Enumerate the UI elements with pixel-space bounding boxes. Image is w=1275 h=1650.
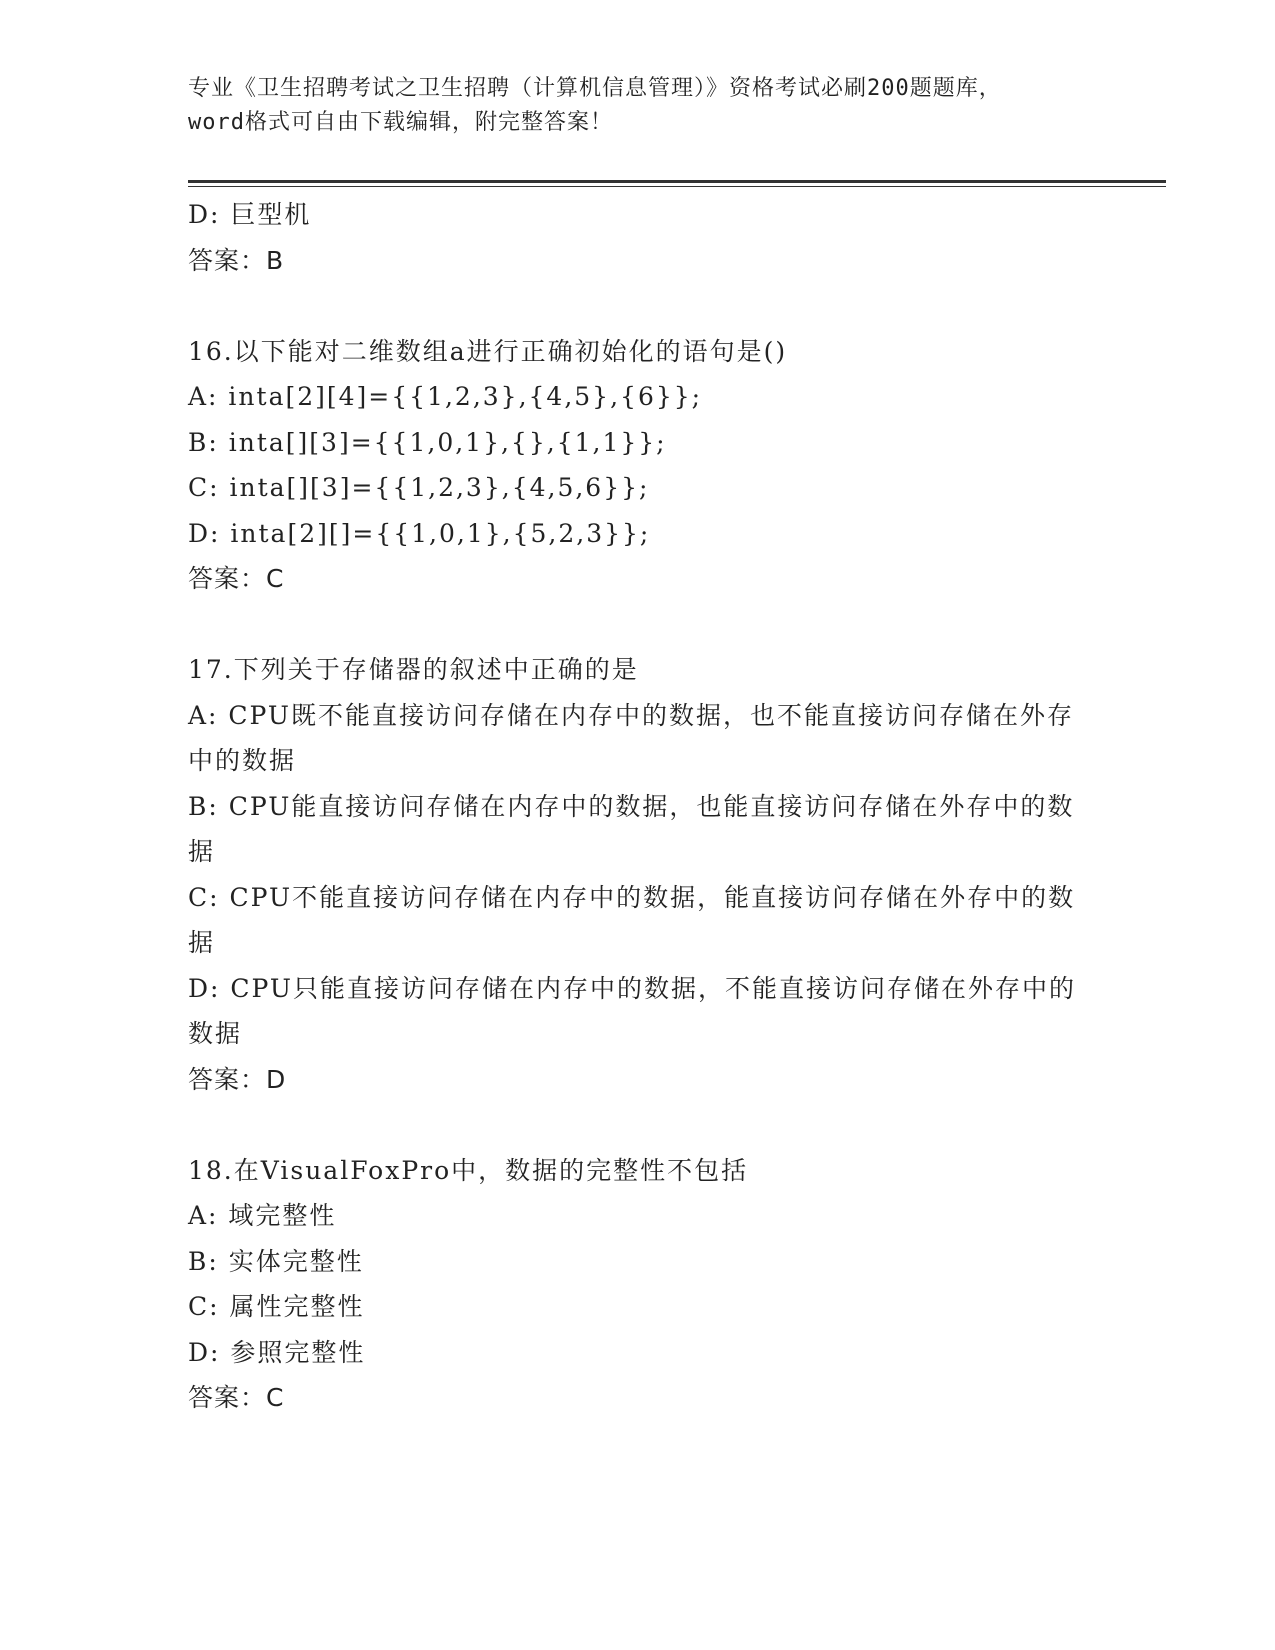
spacer: [188, 602, 1088, 648]
answer-label: 答案：C: [188, 1383, 285, 1412]
option-b: B: CPU能直接访问存储在内存中的数据，也能直接访问存储在外存中的数据: [188, 791, 1075, 866]
option-c: C: 属性完整性: [188, 1292, 365, 1321]
spacer: [188, 1102, 1088, 1148]
option-a: A: inta[2][4]={{1,2,3},{4,5},{6}};: [188, 382, 703, 411]
question-16: [188, 329, 1088, 602]
spacer: [188, 283, 1088, 329]
header-divider-thin: [188, 186, 1166, 187]
option-c: C: CPU不能直接访问存储在内存中的数据，能直接访问存储在外存中的数据: [188, 882, 1076, 957]
header-title-line-1: 专业《卫生招聘考试之卫生招聘（计算机信息管理）》资格考试必刷200题题库，: [188, 76, 1002, 101]
answer-label: 答案：C: [188, 564, 285, 593]
option-b: B: 实体完整性: [188, 1246, 364, 1276]
option-d: D: 巨型机: [188, 200, 312, 229]
option-d: D: inta[2][]={{1,0,1},{5,2,3}};: [188, 518, 651, 548]
question-text: 18.在VisualFoxPro中，数据的完整性不包括: [188, 1155, 749, 1185]
question-17: [188, 647, 1088, 1102]
question-text: 16.以下能对二维数组a进行正确初始化的语句是(): [188, 336, 788, 366]
option-d: D: CPU只能直接访问存储在内存中的数据，不能直接访问存储在外存中的数据: [188, 973, 1076, 1048]
document-body: [188, 192, 1088, 1421]
answer-label: 答案：D: [188, 1064, 287, 1094]
option-a: A: 域完整性: [188, 1201, 337, 1230]
header-title-line-2: word格式可自由下载编辑，附完整答案！: [188, 110, 613, 135]
question-15-tail: [188, 192, 1088, 283]
document-header: [188, 72, 1088, 140]
question-text: 17.下列关于存储器的叙述中正确的是: [188, 655, 639, 684]
question-18: [188, 1148, 1088, 1421]
option-a: A: CPU既不能直接访问存储在内存中的数据，也不能直接访问存储在外存中的数据: [188, 700, 1075, 775]
answer-label: 答案：B: [188, 245, 285, 275]
option-c: C: inta[][3]={{1,2,3},{4,5,6}};: [188, 473, 650, 502]
option-d: D: 参照完整性: [188, 1337, 366, 1367]
header-divider-thick: [188, 180, 1166, 183]
option-b: B: inta[][3]={{1,0,1},{},{1,1}};: [188, 427, 667, 457]
